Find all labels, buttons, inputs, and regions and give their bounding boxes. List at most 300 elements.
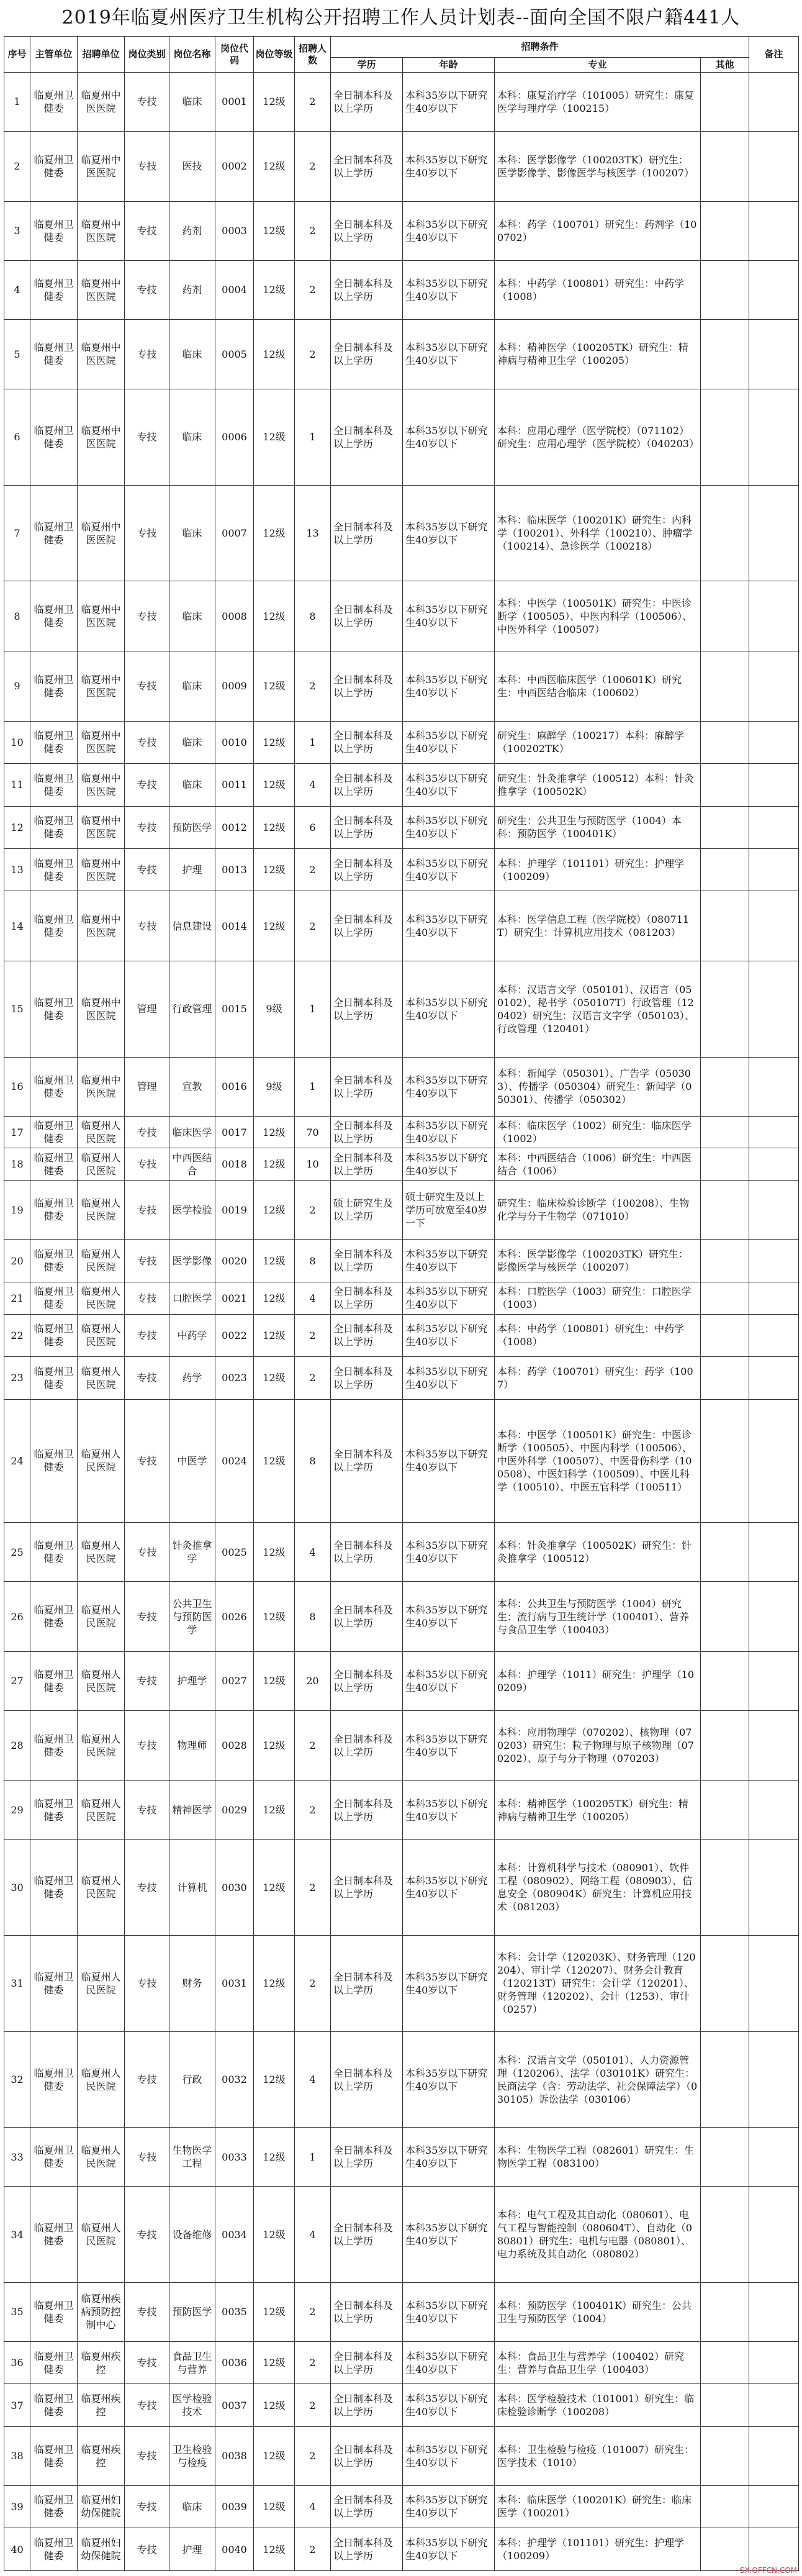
row-post-name: 临床医学 xyxy=(169,1116,215,1148)
row-post-name: 设备维修 xyxy=(169,2187,215,2283)
row-grade: 12级 xyxy=(254,389,295,486)
row-major: 本科：护理学（101101）研究生：护理学（100209） xyxy=(495,2528,701,2571)
row-grade: 12级 xyxy=(254,651,295,721)
table-row xyxy=(4,2426,799,2485)
row-note xyxy=(749,2282,799,2341)
row-count: 2 xyxy=(295,319,331,389)
row-age: 硕士研究生及以上学历可放宽至40岁一下 xyxy=(403,1181,495,1240)
row-major: 本科：汉语言文学（050101）、汉语言（050102）、秘书学（050107T）行政管理（120402）研究生：汉语言文字学（050103）、行政管理（120401） xyxy=(495,961,701,1058)
row-note xyxy=(749,1240,799,1282)
row-post-name: 医学检验 xyxy=(169,1181,215,1240)
row-education: 全日制本科及以上学历 xyxy=(331,2031,403,2128)
table-row xyxy=(4,1148,799,1181)
row-count: 2 xyxy=(295,2426,331,2485)
row-other xyxy=(701,848,749,891)
row-post-code: 0031 xyxy=(215,1936,254,2032)
row-age: 本科35岁以下研究生40岁以下 xyxy=(403,961,495,1058)
table-row xyxy=(4,1936,799,2032)
row-note xyxy=(749,485,799,581)
row-post-code: 0015 xyxy=(215,961,254,1058)
row-major: 本科：临床医学（100201K）研究生：临床医学（100201） xyxy=(495,2485,701,2528)
row-grade: 12级 xyxy=(254,1582,295,1652)
row-count: 2 xyxy=(295,131,331,201)
row-post-name: 临床 xyxy=(169,389,215,486)
row-dept: 临夏州卫健委 xyxy=(30,1710,78,1780)
row-unit: 临夏州中医医院 xyxy=(78,581,125,651)
row-post-code: 0011 xyxy=(215,764,254,806)
row-category: 管理 xyxy=(125,961,169,1058)
row-seq: 2 xyxy=(4,131,30,201)
row-other xyxy=(701,2485,749,2528)
row-seq: 28 xyxy=(4,1710,30,1780)
header-education: 学历 xyxy=(331,58,403,73)
row-dept: 临夏州卫健委 xyxy=(30,1057,78,1116)
row-unit: 临夏州人民医院 xyxy=(78,1148,125,1181)
row-unit: 临夏州人民医院 xyxy=(78,1780,125,1839)
row-post-code: 0036 xyxy=(215,2341,254,2383)
row-post-code: 0021 xyxy=(215,1282,254,1314)
row-education: 全日制本科及以上学历 xyxy=(331,1357,403,1399)
row-note xyxy=(749,2485,799,2528)
row-post-name: 临床 xyxy=(169,721,215,763)
row-age: 本科35岁以下研究生40岁以下 xyxy=(403,721,495,763)
row-seq: 14 xyxy=(4,891,30,961)
row-seq: 30 xyxy=(4,1839,30,1936)
row-category: 专技 xyxy=(125,260,169,319)
row-unit: 临夏州人民医院 xyxy=(78,1357,125,1399)
row-major: 本科：卫生检验与检疫（101007）研究生：医学技术（1010） xyxy=(495,2426,701,2485)
row-dept: 临夏州卫健委 xyxy=(30,260,78,319)
row-education: 全日制本科及以上学历 xyxy=(331,721,403,763)
row-grade: 12级 xyxy=(254,891,295,961)
row-grade: 12级 xyxy=(254,581,295,651)
row-count: 13 xyxy=(295,485,331,581)
row-category: 专技 xyxy=(125,1936,169,2032)
row-category: 专技 xyxy=(125,2282,169,2341)
row-major: 本科：针灸推拿学（100502K）研究生：针灸推拿学（100512） xyxy=(495,1523,701,1582)
row-count: 2 xyxy=(295,2341,331,2383)
row-age: 本科35岁以下研究生40岁以下 xyxy=(403,1839,495,1936)
row-post-name: 卫生检验与检疫 xyxy=(169,2426,215,2485)
watermark: SX.OFFCN.COM xyxy=(739,2566,797,2575)
table-row xyxy=(4,1057,799,1116)
row-dept: 临夏州卫健委 xyxy=(30,961,78,1058)
row-note xyxy=(749,1148,799,1181)
row-note xyxy=(749,2426,799,2485)
row-category: 专技 xyxy=(125,1710,169,1780)
row-other xyxy=(701,1936,749,2032)
row-age: 本科35岁以下研究生40岁以下 xyxy=(403,1148,495,1181)
row-category: 专技 xyxy=(125,891,169,961)
row-seq: 4 xyxy=(4,260,30,319)
row-education: 全日制本科及以上学历 xyxy=(331,1710,403,1780)
row-seq: 22 xyxy=(4,1314,30,1356)
header-conditions: 招聘条件 xyxy=(331,37,749,58)
row-major: 本科：精神医学（100205TK）研究生：精神病与精神卫生学（100205） xyxy=(495,319,701,389)
row-dept: 临夏州卫健委 xyxy=(30,1780,78,1839)
row-dept: 临夏州卫健委 xyxy=(30,1116,78,1148)
row-category: 专技 xyxy=(125,201,169,260)
row-count: 1 xyxy=(295,961,331,1058)
row-major: 研究生：针灸推拿学（100512）本科：针灸推拿学（100502K） xyxy=(495,764,701,806)
header-grade: 岗位等级 xyxy=(254,37,295,73)
row-post-name: 财务 xyxy=(169,1936,215,2032)
row-grade: 12级 xyxy=(254,1780,295,1839)
row-age: 本科35岁以下研究生40岁以下 xyxy=(403,1582,495,1652)
row-count: 2 xyxy=(295,2528,331,2571)
row-dept: 临夏州卫健委 xyxy=(30,651,78,721)
row-category: 专技 xyxy=(125,73,169,132)
row-education: 全日制本科及以上学历 xyxy=(331,581,403,651)
row-other xyxy=(701,1780,749,1839)
row-other xyxy=(701,1181,749,1240)
row-seq: 20 xyxy=(4,1240,30,1282)
row-post-code: 0008 xyxy=(215,581,254,651)
row-category: 专技 xyxy=(125,2426,169,2485)
row-post-name: 临床 xyxy=(169,2485,215,2528)
row-dept: 临夏州卫健委 xyxy=(30,201,78,260)
row-unit: 临夏州人民医院 xyxy=(78,2187,125,2283)
row-seq: 31 xyxy=(4,1936,30,2032)
row-seq: 9 xyxy=(4,651,30,721)
row-post-name: 护理 xyxy=(169,2528,215,2571)
row-other xyxy=(701,1582,749,1652)
row-post-code: 0001 xyxy=(215,73,254,132)
table-row xyxy=(4,73,799,132)
row-age: 本科35岁以下研究生40岁以下 xyxy=(403,1523,495,1582)
row-education: 全日制本科及以上学历 xyxy=(331,2384,403,2426)
row-major: 本科：医学影像学（100203TK）研究生：医学影像学、影像医学与核医学（100207） xyxy=(495,131,701,201)
row-education: 全日制本科及以上学历 xyxy=(331,848,403,891)
row-post-code: 0022 xyxy=(215,1314,254,1356)
row-category: 专技 xyxy=(125,2485,169,2528)
row-post-code: 0030 xyxy=(215,1839,254,1936)
row-post-code: 0009 xyxy=(215,651,254,721)
table-row xyxy=(4,1780,799,1839)
row-major: 本科：药学（100701）研究生：药剂学（100702） xyxy=(495,201,701,260)
row-other xyxy=(701,73,749,132)
row-other xyxy=(701,260,749,319)
row-seq: 16 xyxy=(4,1057,30,1116)
row-count: 8 xyxy=(295,581,331,651)
row-post-code: 0002 xyxy=(215,131,254,201)
row-major: 本科：精神医学（100205TK）研究生：精神病与精神卫生学（100205） xyxy=(495,1780,701,1839)
row-education: 全日制本科及以上学历 xyxy=(331,2528,403,2571)
row-age: 本科35岁以下研究生40岁以下 xyxy=(403,1240,495,1282)
row-post-code: 0037 xyxy=(215,2384,254,2426)
row-major: 研究生：临床检验诊断学（100208）、生物化学与分子生物学（071010） xyxy=(495,1181,701,1240)
row-education: 全日制本科及以上学历 xyxy=(331,1839,403,1936)
row-education: 全日制本科及以上学历 xyxy=(331,2485,403,2528)
row-age: 本科35岁以下研究生40岁以下 xyxy=(403,2426,495,2485)
row-category: 专技 xyxy=(125,1240,169,1282)
row-education: 全日制本科及以上学历 xyxy=(331,1399,403,1523)
row-other xyxy=(701,2528,749,2571)
row-other xyxy=(701,1240,749,1282)
row-grade: 12级 xyxy=(254,2031,295,2128)
row-seq: 24 xyxy=(4,1399,30,1523)
row-grade: 12级 xyxy=(254,73,295,132)
row-major: 本科：护理学（101101）研究生：护理学（100209） xyxy=(495,848,701,891)
row-seq: 33 xyxy=(4,2128,30,2187)
row-unit: 临夏州人民医院 xyxy=(78,1399,125,1523)
row-major: 本科：中医学（100501K）研究生：中医诊断学（100505）、中医内科学（100506）、中医外科学（100507） xyxy=(495,581,701,651)
row-education: 全日制本科及以上学历 xyxy=(331,1314,403,1356)
row-seq: 36 xyxy=(4,2341,30,2383)
row-note xyxy=(749,806,799,848)
row-major: 本科：生物医学工程（082601）研究生：生物医学工程（083100） xyxy=(495,2128,701,2187)
row-seq: 1 xyxy=(4,73,30,132)
row-post-name: 计算机 xyxy=(169,1839,215,1936)
row-seq: 29 xyxy=(4,1780,30,1839)
row-other xyxy=(701,485,749,581)
row-education: 全日制本科及以上学历 xyxy=(331,1057,403,1116)
row-seq: 7 xyxy=(4,485,30,581)
row-category: 专技 xyxy=(125,2128,169,2187)
row-seq: 12 xyxy=(4,806,30,848)
row-grade: 12级 xyxy=(254,2426,295,2485)
row-note xyxy=(749,2341,799,2383)
row-note xyxy=(749,1399,799,1523)
row-count: 2 xyxy=(295,848,331,891)
row-note xyxy=(749,2384,799,2426)
table-row xyxy=(4,2528,799,2571)
row-education: 全日制本科及以上学历 xyxy=(331,1240,403,1282)
row-post-code: 0035 xyxy=(215,2282,254,2341)
row-note xyxy=(749,2031,799,2128)
row-major: 本科：口腔医学（1003）研究生：口腔医学（1003） xyxy=(495,1282,701,1314)
row-other xyxy=(701,1651,749,1710)
row-post-name: 针灸推拿学 xyxy=(169,1523,215,1582)
row-seq: 13 xyxy=(4,848,30,891)
row-unit: 临夏州中医医院 xyxy=(78,201,125,260)
row-education: 全日制本科及以上学历 xyxy=(331,1582,403,1652)
row-other xyxy=(701,1710,749,1780)
row-age: 本科35岁以下研究生40岁以下 xyxy=(403,389,495,486)
row-age: 本科35岁以下研究生40岁以下 xyxy=(403,1710,495,1780)
row-major: 研究生：公共卫生与预防医学（1004）本科：预防医学（100401K） xyxy=(495,806,701,848)
row-note xyxy=(749,1314,799,1356)
row-age: 本科35岁以下研究生40岁以下 xyxy=(403,2528,495,2571)
row-category: 专技 xyxy=(125,485,169,581)
table-row xyxy=(4,1116,799,1148)
row-unit: 临夏州人民医院 xyxy=(78,1651,125,1710)
row-count: 20 xyxy=(295,1651,331,1710)
table-row xyxy=(4,2384,799,2426)
row-dept: 临夏州卫健委 xyxy=(30,485,78,581)
row-age: 本科35岁以下研究生40岁以下 xyxy=(403,319,495,389)
row-unit: 临夏州人民医院 xyxy=(78,1582,125,1652)
row-post-name: 中西医结合 xyxy=(169,1148,215,1181)
row-count: 4 xyxy=(295,1523,331,1582)
row-post-code: 0038 xyxy=(215,2426,254,2485)
row-other xyxy=(701,806,749,848)
row-post-code: 0012 xyxy=(215,806,254,848)
row-post-code: 0039 xyxy=(215,2485,254,2528)
row-grade: 12级 xyxy=(254,131,295,201)
row-post-name: 医学检验技术 xyxy=(169,2384,215,2426)
row-note xyxy=(749,2528,799,2571)
row-major: 本科：中药学（100801）研究生：中药学（1008） xyxy=(495,1314,701,1356)
row-post-name: 临床 xyxy=(169,581,215,651)
row-grade: 9级 xyxy=(254,1057,295,1116)
row-post-name: 临床 xyxy=(169,764,215,806)
row-education: 全日制本科及以上学历 xyxy=(331,806,403,848)
table-row xyxy=(4,2187,799,2283)
row-education: 全日制本科及以上学历 xyxy=(331,319,403,389)
row-grade: 12级 xyxy=(254,764,295,806)
row-count: 2 xyxy=(295,651,331,721)
row-age: 本科35岁以下研究生40岁以下 xyxy=(403,2341,495,2383)
row-age: 本科35岁以下研究生40岁以下 xyxy=(403,581,495,651)
row-dept: 临夏州卫健委 xyxy=(30,2341,78,2383)
header-post-name: 岗位名称 xyxy=(169,37,215,73)
row-major: 本科：临床医学（100201K）研究生：内科学（100201）、外科学（100210）、肿瘤学（100214）、急诊医学（100218） xyxy=(495,485,701,581)
row-count: 1 xyxy=(295,1057,331,1116)
row-category: 专技 xyxy=(125,1282,169,1314)
row-unit: 临夏州疾病预防控制中心 xyxy=(78,2282,125,2341)
row-post-code: 0040 xyxy=(215,2528,254,2571)
row-education: 全日制本科及以上学历 xyxy=(331,131,403,201)
row-note xyxy=(749,2128,799,2187)
row-education: 全日制本科及以上学历 xyxy=(331,2128,403,2187)
row-note xyxy=(749,1839,799,1936)
row-education: 全日制本科及以上学历 xyxy=(331,1651,403,1710)
row-post-code: 0018 xyxy=(215,1148,254,1181)
row-count: 2 xyxy=(295,2384,331,2426)
row-note xyxy=(749,2187,799,2283)
row-seq: 40 xyxy=(4,2528,30,2571)
row-note xyxy=(749,1357,799,1399)
row-other xyxy=(701,1116,749,1148)
row-other xyxy=(701,2187,749,2283)
row-grade: 12级 xyxy=(254,1240,295,1282)
row-post-code: 0007 xyxy=(215,485,254,581)
row-dept: 临夏州卫健委 xyxy=(30,1523,78,1582)
row-grade: 12级 xyxy=(254,1651,295,1710)
row-note xyxy=(749,651,799,721)
row-grade: 12级 xyxy=(254,1357,295,1399)
row-education: 全日制本科及以上学历 xyxy=(331,2341,403,2383)
row-post-name: 临床 xyxy=(169,485,215,581)
row-age: 本科35岁以下研究生40岁以下 xyxy=(403,2282,495,2341)
row-post-code: 0004 xyxy=(215,260,254,319)
table-row xyxy=(4,2282,799,2341)
row-dept: 临夏州卫健委 xyxy=(30,1399,78,1523)
row-seq: 27 xyxy=(4,1651,30,1710)
row-unit: 临夏州人民医院 xyxy=(78,1523,125,1582)
row-unit: 临夏州人民医院 xyxy=(78,1710,125,1780)
table-row xyxy=(4,485,799,581)
row-education: 全日制本科及以上学历 xyxy=(331,1780,403,1839)
table-row xyxy=(4,1582,799,1652)
row-unit: 临夏州中医医院 xyxy=(78,891,125,961)
row-age: 本科35岁以下研究生40岁以下 xyxy=(403,260,495,319)
row-age: 本科35岁以下研究生40岁以下 xyxy=(403,2031,495,2128)
row-count: 4 xyxy=(295,2031,331,2128)
row-education: 全日制本科及以上学历 xyxy=(331,1523,403,1582)
row-category: 专技 xyxy=(125,389,169,486)
row-count: 2 xyxy=(295,1839,331,1936)
row-education: 全日制本科及以上学历 xyxy=(331,1936,403,2032)
row-grade: 12级 xyxy=(254,806,295,848)
row-age: 本科35岁以下研究生40岁以下 xyxy=(403,1357,495,1399)
row-category: 专技 xyxy=(125,764,169,806)
row-other xyxy=(701,201,749,260)
row-note xyxy=(749,1710,799,1780)
row-dept: 临夏州卫健委 xyxy=(30,1582,78,1652)
row-note xyxy=(749,581,799,651)
row-dept: 临夏州卫健委 xyxy=(30,1314,78,1356)
row-seq: 18 xyxy=(4,1148,30,1181)
row-count: 2 xyxy=(295,1181,331,1240)
recruitment-plan-table xyxy=(4,36,799,2571)
row-grade: 9级 xyxy=(254,961,295,1058)
table-row xyxy=(4,581,799,651)
row-grade: 12级 xyxy=(254,848,295,891)
row-note xyxy=(749,721,799,763)
row-unit: 临夏州中医医院 xyxy=(78,721,125,763)
row-category: 专技 xyxy=(125,1148,169,1181)
row-count: 2 xyxy=(295,2282,331,2341)
row-education: 硕士研究生及以上学历 xyxy=(331,1181,403,1240)
row-note xyxy=(749,201,799,260)
table-row xyxy=(4,2128,799,2187)
page-title: 2019年临夏州医疗卫生机构公开招聘工作人员计划表--面向全国不限户籍441人 xyxy=(61,7,741,29)
row-post-name: 预防医学 xyxy=(169,806,215,848)
row-unit: 临夏州人民医院 xyxy=(78,1240,125,1282)
row-grade: 12级 xyxy=(254,2485,295,2528)
row-education: 全日制本科及以上学历 xyxy=(331,1148,403,1181)
row-count: 6 xyxy=(295,806,331,848)
row-dept: 临夏州卫健委 xyxy=(30,319,78,389)
row-note xyxy=(749,319,799,389)
table-row xyxy=(4,806,799,848)
row-dept: 临夏州卫健委 xyxy=(30,2485,78,2528)
row-note xyxy=(749,764,799,806)
row-unit: 临夏州中医医院 xyxy=(78,485,125,581)
row-age: 本科35岁以下研究生40岁以下 xyxy=(403,201,495,260)
row-other xyxy=(701,1282,749,1314)
table-row xyxy=(4,1710,799,1780)
row-major: 本科：应用物理学（070202）、核物理（070203）研究生：粒子物理与原子核物理（070202）、原子与分子物理（070203） xyxy=(495,1710,701,1780)
row-dept: 临夏州卫健委 xyxy=(30,1282,78,1314)
row-other xyxy=(701,2128,749,2187)
row-post-code: 0032 xyxy=(215,2031,254,2128)
row-note xyxy=(749,1057,799,1116)
row-category: 专技 xyxy=(125,848,169,891)
row-other xyxy=(701,2282,749,2341)
table-row xyxy=(4,1523,799,1582)
row-count: 2 xyxy=(295,1710,331,1780)
row-major: 本科：中西医结合（1006）研究生：中西医结合（1006） xyxy=(495,1148,701,1181)
table-row xyxy=(4,201,799,260)
row-note xyxy=(749,1651,799,1710)
row-education: 全日制本科及以上学历 xyxy=(331,1116,403,1148)
row-other xyxy=(701,1839,749,1936)
header-dept: 主管单位 xyxy=(30,37,78,73)
row-grade: 12级 xyxy=(254,319,295,389)
row-category: 专技 xyxy=(125,1780,169,1839)
row-grade: 12级 xyxy=(254,1839,295,1936)
row-count: 2 xyxy=(295,1936,331,2032)
row-age: 本科35岁以下研究生40岁以下 xyxy=(403,73,495,132)
row-category: 专技 xyxy=(125,1357,169,1399)
row-post-code: 0010 xyxy=(215,721,254,763)
header-other: 其他 xyxy=(701,58,749,73)
row-grade: 12级 xyxy=(254,1282,295,1314)
row-seq: 37 xyxy=(4,2384,30,2426)
